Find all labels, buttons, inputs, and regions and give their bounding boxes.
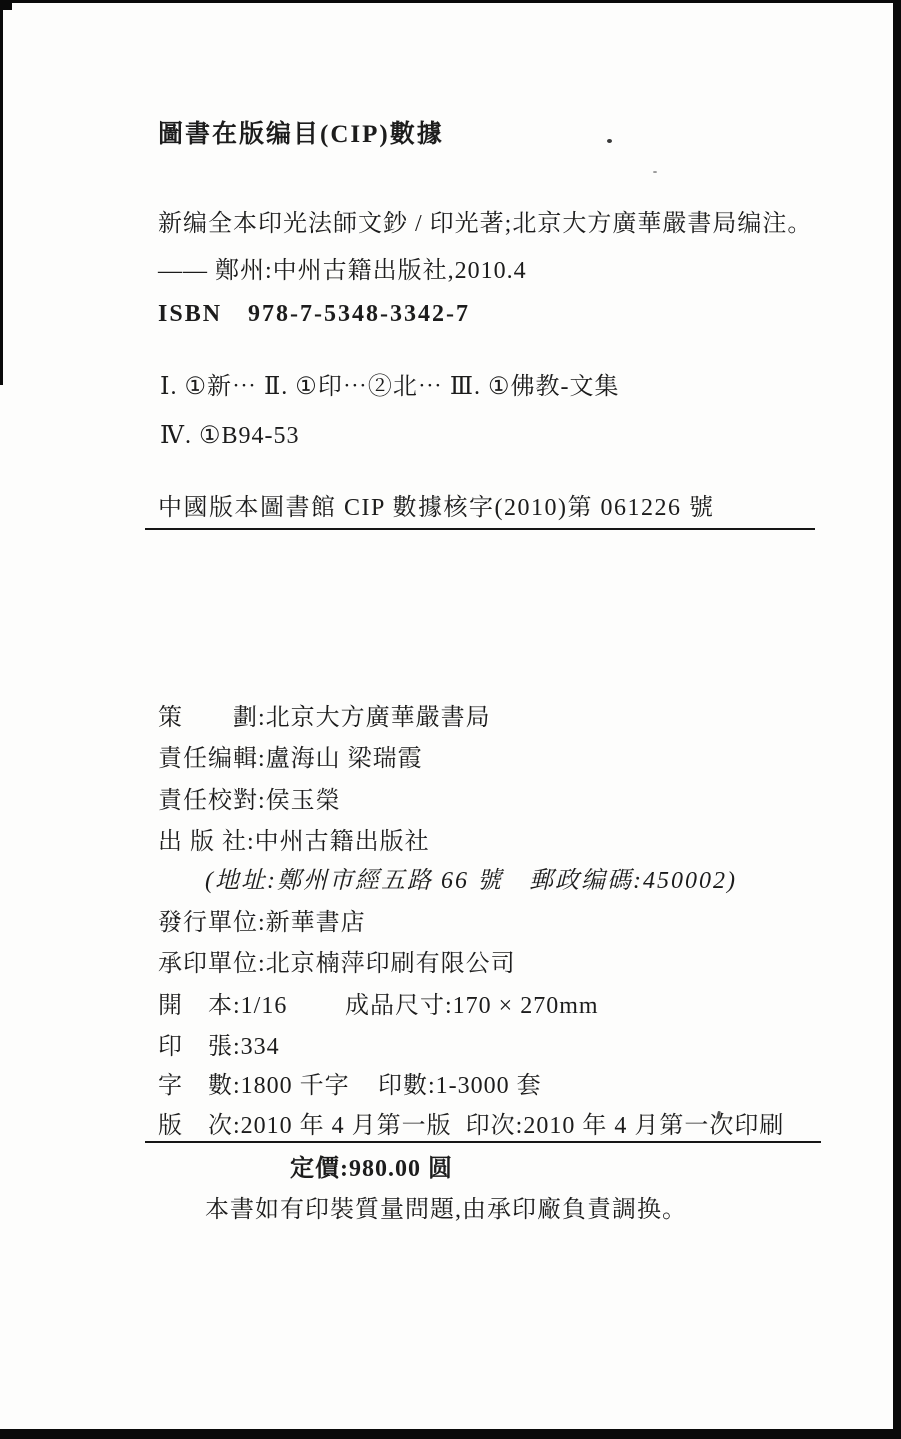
colophon-sheets: 印 張:334 [158,1034,280,1060]
scan-edge-right [893,0,901,1439]
colophon-edition-row [158,1111,784,1141]
scan-speck [607,139,612,143]
horizontal-rule-upper [145,528,815,530]
scan-edge-bottom [0,1429,901,1439]
colophon-impression: 印次:2010 年 4 月第一次印刷 [465,1113,785,1139]
price: 定價:980.00 圆 [290,1156,453,1182]
colophon-edition: 版 次:2010 年 4 月第一版 [158,1113,452,1139]
colophon-format: 開 本:1/16 [158,993,288,1019]
colophon-print-run: 印數:1-3000 套 [378,1073,542,1099]
colophon-proofreader: 責任校對:侯玉榮 [158,788,341,814]
colophon-distributor: 發行單位:新華書店 [158,910,366,936]
colophon-publisher-address: (地址:鄭州市經五路 66 號 郵政编碼:450002) [205,868,737,894]
cip-classification-line-1: Ⅰ. ①新⋯ Ⅱ. ①印⋯②北⋯ Ⅲ. ①佛教-文集 [160,374,620,400]
colophon-editor: 責任编輯:盧海山 梁瑞霞 [158,746,423,772]
scan-edge-top [0,0,897,3]
colophon-publisher: 出 版 社:中州古籍出版社 [158,829,430,855]
colophon-trim-size: 成品尺寸:170 × 270mm [345,993,599,1019]
colophon-planning: 策 劃:北京大方廣華嚴書局 [158,705,491,731]
quality-notice: 本書如有印裝質量問題,由承印廠負責調换。 [205,1197,687,1223]
colophon-format-row [158,991,599,1021]
colophon-word-count: 字 數:1800 千字 [158,1073,350,1099]
cip-isbn: ISBN 978-7-5348-3342-7 [158,301,470,327]
cip-header: 圖書在版编目(CIP)數據 [158,121,444,148]
horizontal-rule-lower [145,1141,821,1143]
colophon-printer: 承印單位:北京楠萍印刷有限公司 [158,951,516,977]
scan-edge-left [0,0,3,385]
colophon-count-row [158,1071,542,1101]
scan-speck [653,171,657,173]
cip-imprint-statement: —— 鄭州:中州古籍出版社,2010.4 [158,258,527,284]
scan-corner-blob [0,0,12,10]
cip-title-statement: 新编全本印光法師文鈔 / 印光著;北京大方廣華嚴書局编注。 [158,211,813,237]
cip-classification-line-2: Ⅳ. ①B94-53 [160,423,300,449]
cip-record-number: 中國版本圖書館 CIP 數據核字(2010)第 061226 號 [158,495,715,521]
